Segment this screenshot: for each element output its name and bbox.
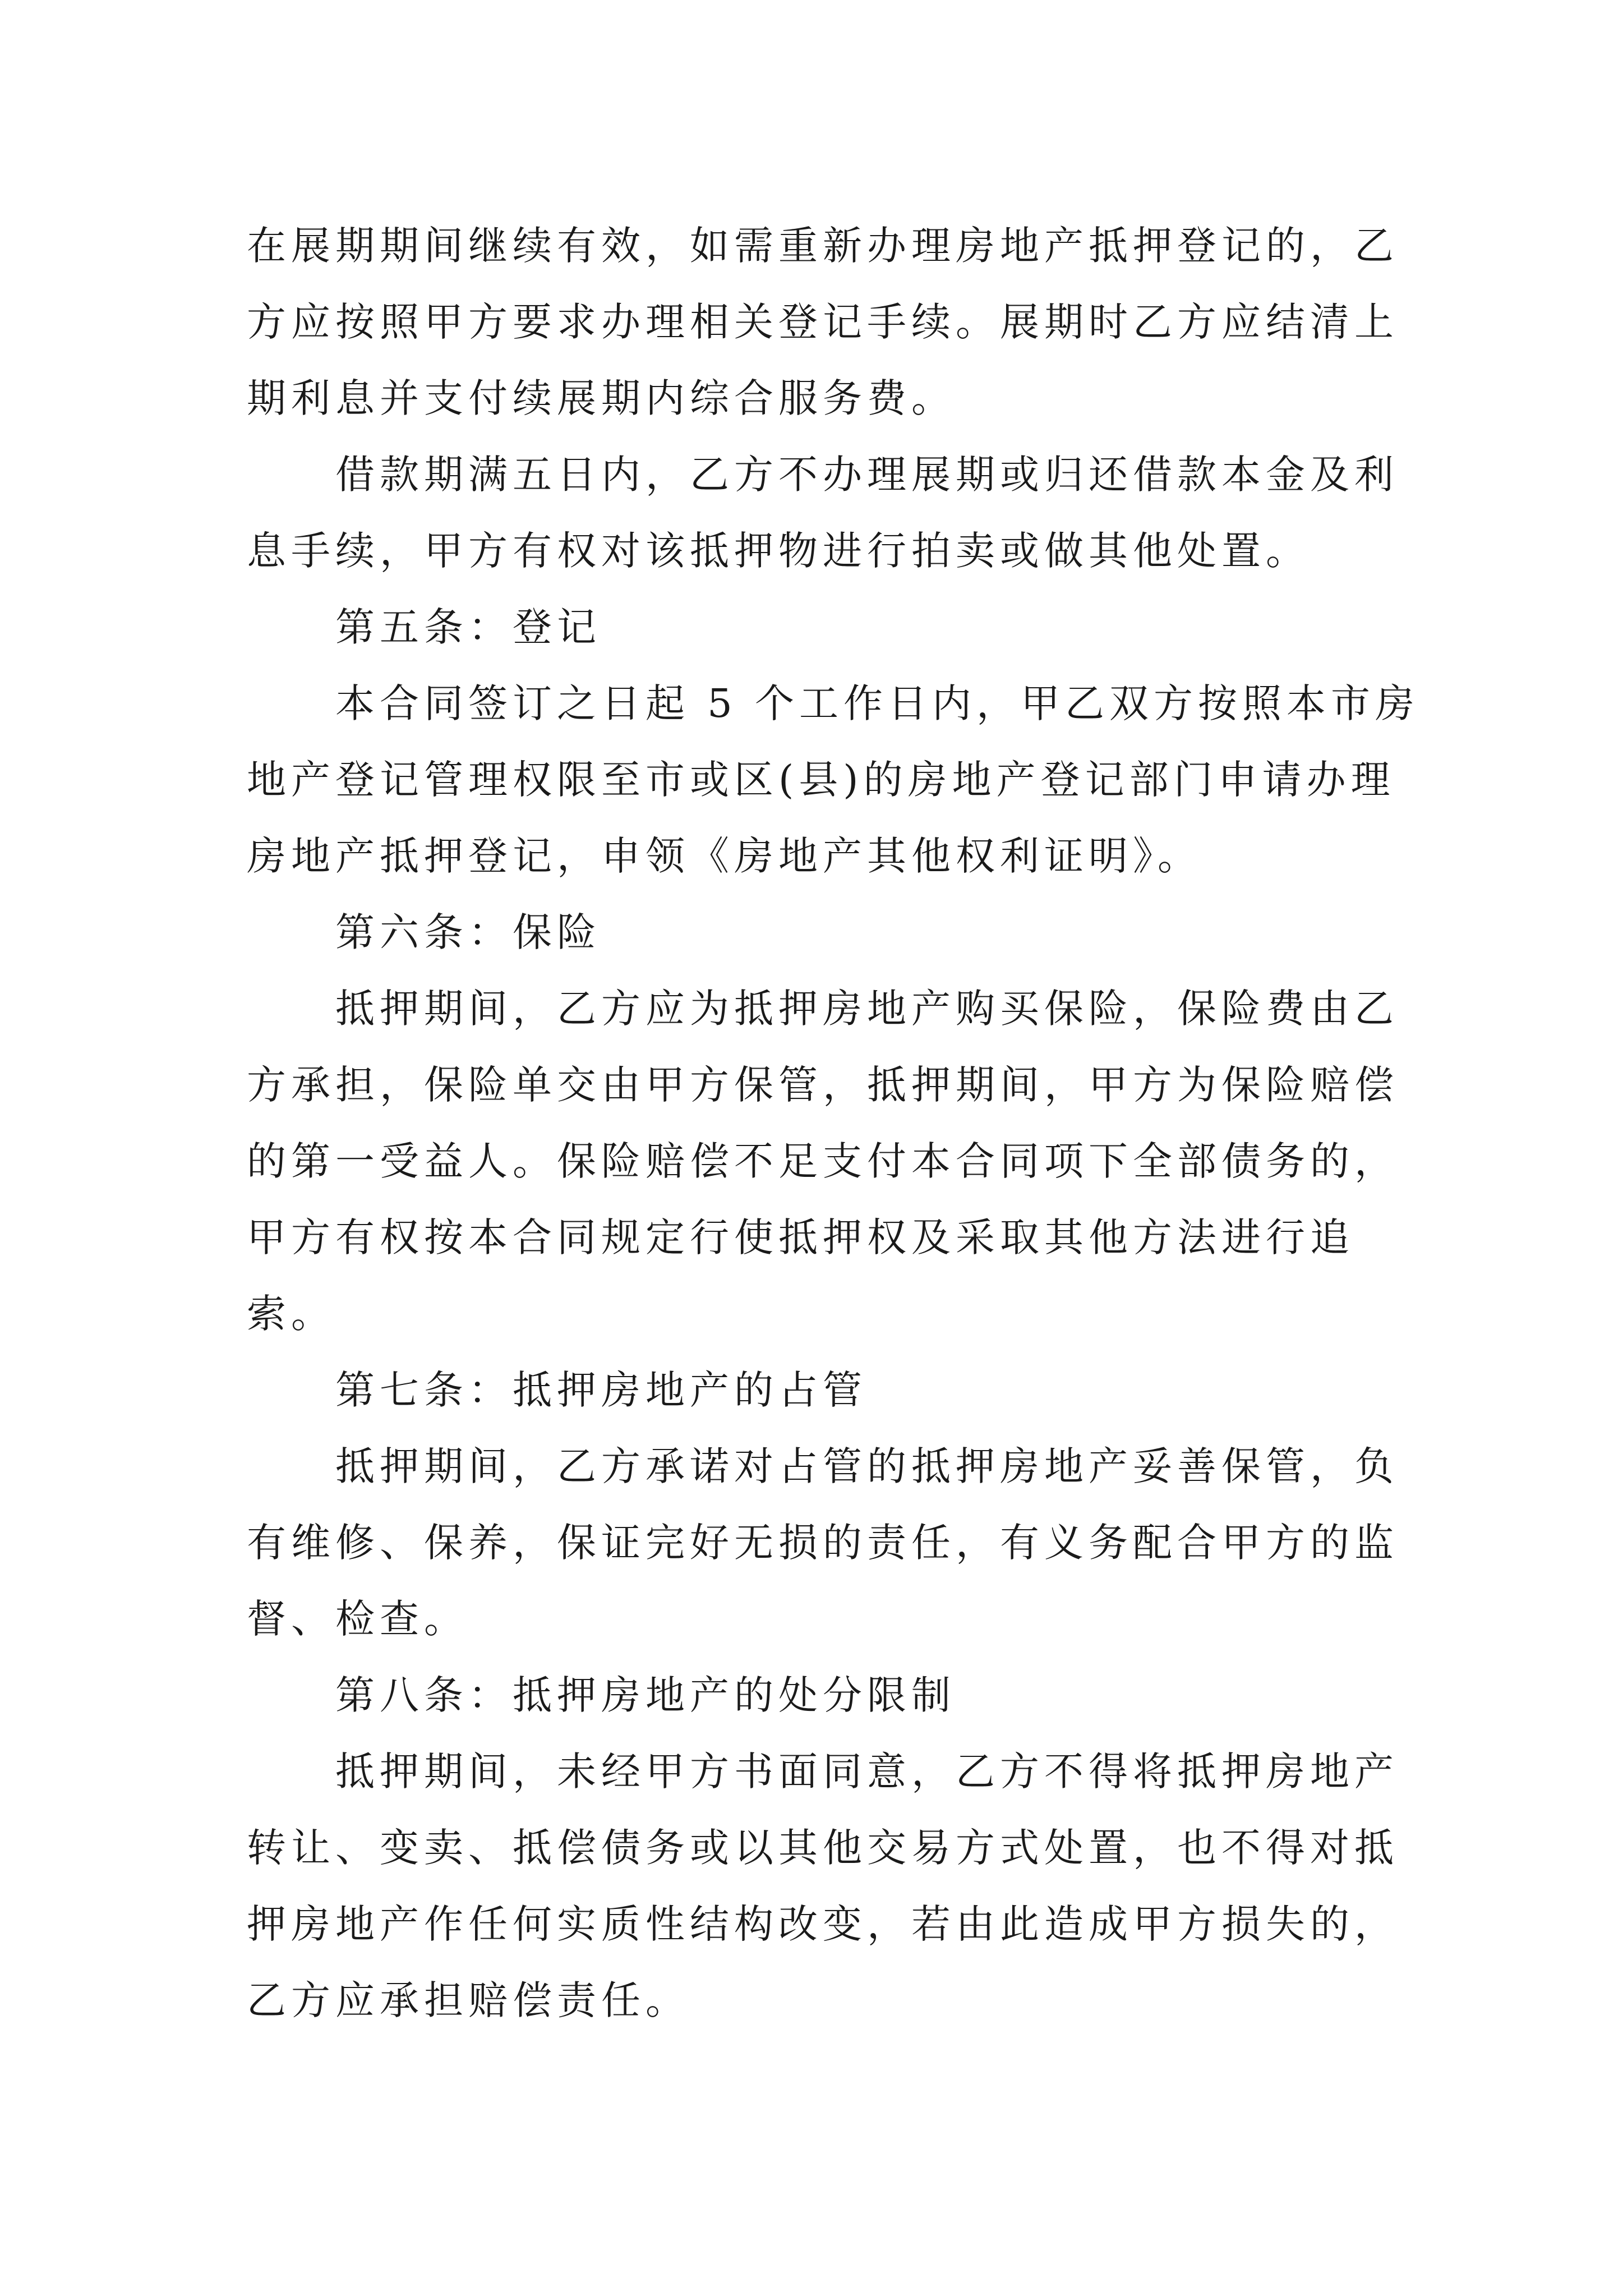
paragraph-line: 转让、变卖、抵偿债务或以其他交易方式处置，也不得对抵	[247, 1825, 1399, 1871]
paragraph-line: 押房地产作任何实质性结构改变，若由此造成甲方损失的，	[247, 1901, 1399, 1947]
paragraph-line: 方应按照甲方要求办理相关登记手续。展期时乙方应结清上	[247, 299, 1399, 345]
section-heading	[247, 894, 1391, 970]
paragraph-line: 索。	[247, 1291, 335, 1337]
heading-text: 第七条：抵押房地产的占管	[335, 1367, 867, 1413]
paragraph-line: 本合同签订之日起 5 个工作日内，甲乙双方按照本市房	[335, 680, 1420, 726]
paragraph-line: 甲方有权按本合同规定行使抵押权及采取其他方法进行追	[247, 1214, 1354, 1260]
paragraph	[247, 208, 1399, 436]
paragraph	[247, 970, 1399, 1352]
paragraph-line: 抵押期间，乙方应为抵押房地产购买保险，保险费由乙	[335, 986, 1399, 1032]
paragraph-line: 房地产抵押登记，申领《房地产其他权利证明》。	[247, 833, 1202, 879]
document-body	[247, 208, 1420, 2039]
paragraph	[247, 665, 1420, 894]
heading-text: 第八条：抵押房地产的处分限制	[335, 1672, 956, 1718]
paragraph-line: 借款期满五日内，乙方不办理展期或归还借款本金及利	[335, 452, 1399, 498]
paragraph-line: 息手续，甲方有权对该抵押物进行拍卖或做其他处置。	[247, 528, 1310, 574]
paragraph-line: 乙方应承担赔偿责任。	[247, 1977, 690, 2023]
paragraph-line: 督、检查。	[247, 1596, 468, 1642]
paragraph-line: 的第一受益人。保险赔偿不足支付本合同项下全部债务的，	[247, 1138, 1399, 1184]
paragraph	[247, 1733, 1399, 2039]
paragraph-line: 抵押期间，乙方承诺对占管的抵押房地产妥善保管，负	[335, 1443, 1399, 1489]
paragraph-line: 期利息并支付续展期内综合服务费。	[247, 375, 956, 421]
paragraph	[247, 1428, 1399, 1657]
section-heading	[247, 1352, 1391, 1428]
paragraph-line: 方承担，保险单交由甲方保管，抵押期间，甲方为保险赔偿	[247, 1062, 1399, 1108]
paragraph-line: 抵押期间，未经甲方书面同意，乙方不得将抵押房地产	[335, 1749, 1399, 1795]
section-heading	[247, 1657, 1391, 1733]
heading-text: 第五条：登记	[335, 604, 601, 650]
paragraph-line: 在展期期间继续有效，如需重新办理房地产抵押登记的，乙	[247, 223, 1399, 269]
paragraph-line: 地产登记管理权限至市或区(县)的房地产登记部门申请办理	[247, 757, 1395, 803]
heading-text: 第六条：保险	[335, 909, 601, 955]
paragraph	[247, 436, 1399, 589]
section-heading	[247, 589, 1391, 665]
paragraph-line: 有维修、保养，保证完好无损的责任，有义务配合甲方的监	[247, 1520, 1399, 1566]
